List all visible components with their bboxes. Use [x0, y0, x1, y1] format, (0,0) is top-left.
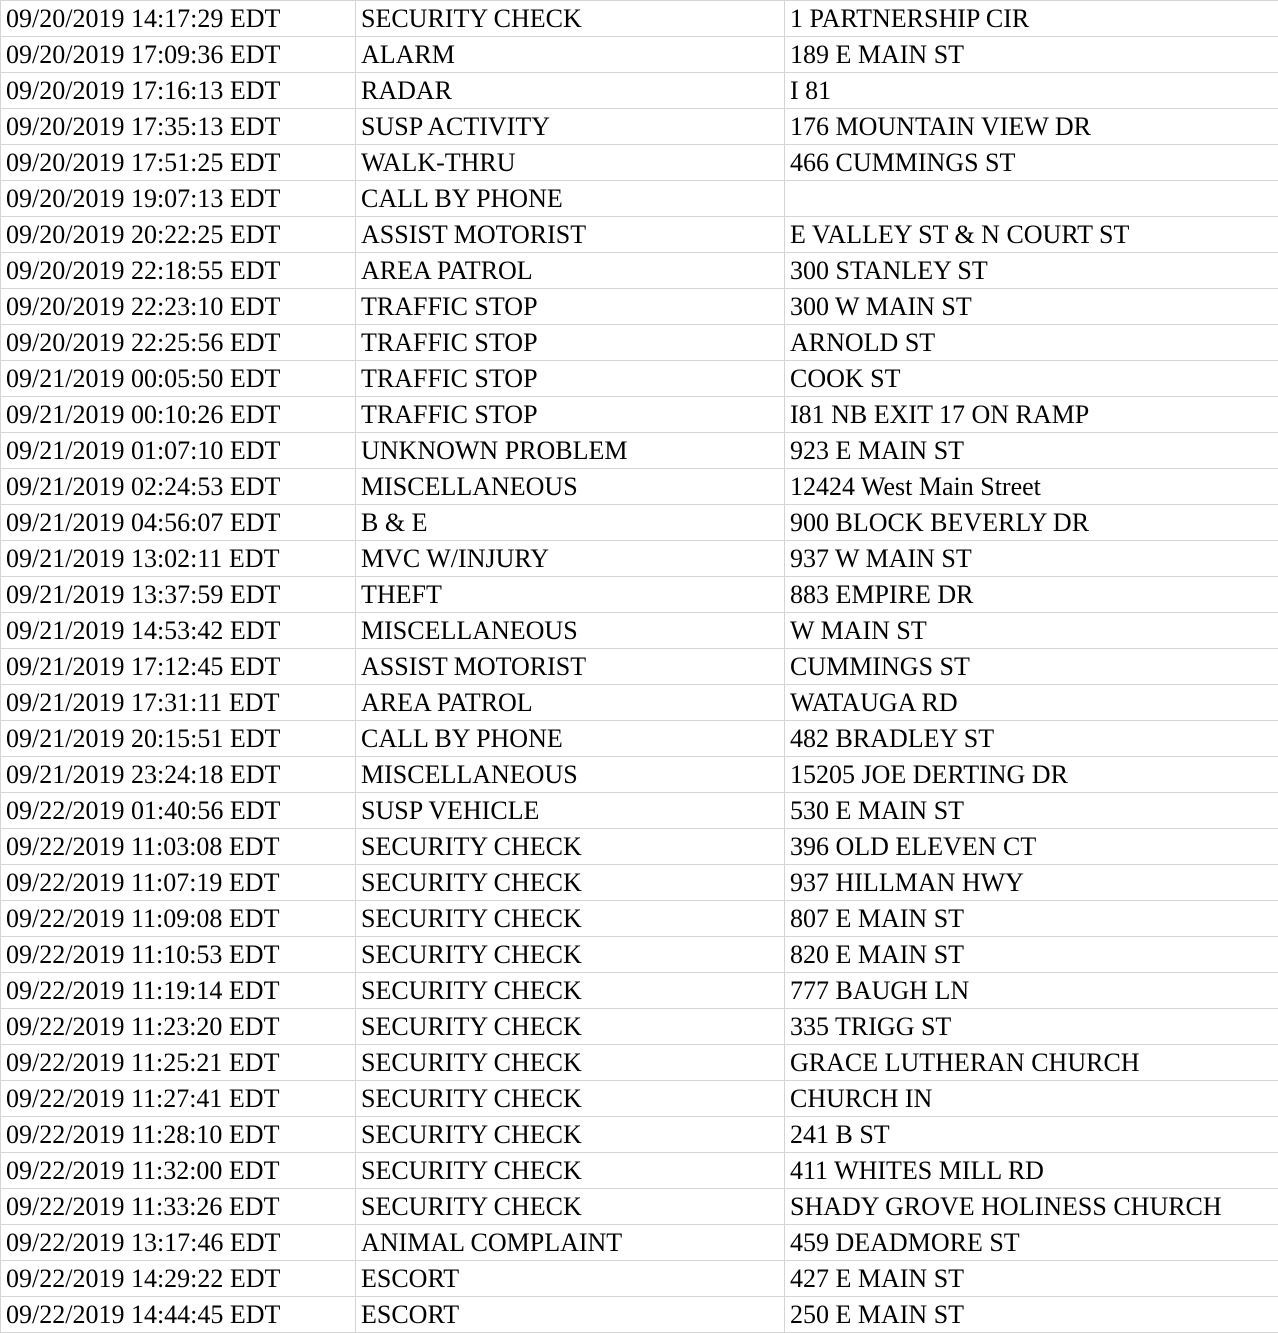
table-row[interactable]: [1, 469, 1278, 505]
datetime-cell[interactable]: 09/21/2019 13:02:11 EDT: [1, 541, 356, 577]
datetime-cell[interactable]: 09/22/2019 11:07:19 EDT: [1, 865, 356, 901]
datetime-cell[interactable]: 09/20/2019 20:22:25 EDT: [1, 217, 356, 253]
call-type-cell[interactable]: SECURITY CHECK: [356, 865, 785, 901]
location-cell[interactable]: W MAIN ST: [785, 613, 1278, 649]
datetime-cell[interactable]: 09/21/2019 13:37:59 EDT: [1, 577, 356, 613]
table-row[interactable]: [1, 721, 1278, 757]
datetime-cell[interactable]: 09/20/2019 22:25:56 EDT: [1, 325, 356, 361]
call-type-cell[interactable]: TRAFFIC STOP: [356, 361, 785, 397]
call-type-cell[interactable]: AREA PATROL: [356, 253, 785, 289]
datetime-cell[interactable]: 09/21/2019 04:56:07 EDT: [1, 505, 356, 541]
datetime-cell[interactable]: 09/20/2019 22:23:10 EDT: [1, 289, 356, 325]
datetime-cell[interactable]: 09/22/2019 11:03:08 EDT: [1, 829, 356, 865]
datetime-cell[interactable]: 09/22/2019 11:10:53 EDT: [1, 937, 356, 973]
table-row[interactable]: [1, 577, 1278, 613]
call-type-cell[interactable]: SECURITY CHECK: [356, 1081, 785, 1117]
location-cell[interactable]: 411 WHITES MILL RD: [785, 1153, 1278, 1189]
call-type-cell[interactable]: MISCELLANEOUS: [356, 469, 785, 505]
table-row[interactable]: [1, 73, 1278, 109]
call-type-cell[interactable]: ALARM: [356, 37, 785, 73]
table-row[interactable]: [1, 829, 1278, 865]
table-row[interactable]: [1, 685, 1278, 721]
call-type-cell[interactable]: SUSP VEHICLE: [356, 793, 785, 829]
call-type-cell[interactable]: CALL BY PHONE: [356, 721, 785, 757]
call-type-cell[interactable]: SECURITY CHECK: [356, 937, 785, 973]
location-cell[interactable]: 241 B ST: [785, 1117, 1278, 1153]
table-row[interactable]: [1, 181, 1278, 217]
datetime-cell[interactable]: 09/21/2019 20:15:51 EDT: [1, 721, 356, 757]
datetime-cell[interactable]: 09/22/2019 11:32:00 EDT: [1, 1153, 356, 1189]
location-cell[interactable]: 466 CUMMINGS ST: [785, 145, 1278, 181]
datetime-cell[interactable]: 09/21/2019 02:24:53 EDT: [1, 469, 356, 505]
table-row[interactable]: [1, 109, 1278, 145]
call-type-cell[interactable]: SECURITY CHECK: [356, 1189, 785, 1225]
call-type-cell[interactable]: MISCELLANEOUS: [356, 757, 785, 793]
datetime-cell[interactable]: 09/22/2019 13:17:46 EDT: [1, 1225, 356, 1261]
location-cell[interactable]: 396 OLD ELEVEN CT: [785, 829, 1278, 865]
call-type-cell[interactable]: SECURITY CHECK: [356, 1009, 785, 1045]
table-row[interactable]: [1, 253, 1278, 289]
call-type-cell[interactable]: SECURITY CHECK: [356, 1, 785, 37]
call-type-cell[interactable]: SECURITY CHECK: [356, 1153, 785, 1189]
location-cell[interactable]: 530 E MAIN ST: [785, 793, 1278, 829]
table-row[interactable]: [1, 1, 1278, 37]
table-row[interactable]: [1, 1261, 1278, 1297]
table-row[interactable]: [1, 973, 1278, 1009]
table-row[interactable]: [1, 1297, 1278, 1333]
call-type-cell[interactable]: RADAR: [356, 73, 785, 109]
call-type-cell[interactable]: WALK-THRU: [356, 145, 785, 181]
table-row[interactable]: [1, 361, 1278, 397]
datetime-cell[interactable]: 09/22/2019 11:23:20 EDT: [1, 1009, 356, 1045]
call-type-cell[interactable]: TRAFFIC STOP: [356, 325, 785, 361]
location-cell[interactable]: 459 DEADMORE ST: [785, 1225, 1278, 1261]
datetime-cell[interactable]: 09/21/2019 17:31:11 EDT: [1, 685, 356, 721]
location-cell[interactable]: 807 E MAIN ST: [785, 901, 1278, 937]
location-cell[interactable]: CHURCH IN: [785, 1081, 1278, 1117]
datetime-cell[interactable]: 09/22/2019 11:09:08 EDT: [1, 901, 356, 937]
location-cell[interactable]: 900 BLOCK BEVERLY DR: [785, 505, 1278, 541]
location-cell[interactable]: 15205 JOE DERTING DR: [785, 757, 1278, 793]
call-type-cell[interactable]: SECURITY CHECK: [356, 901, 785, 937]
call-type-cell[interactable]: B & E: [356, 505, 785, 541]
call-type-cell[interactable]: CALL BY PHONE: [356, 181, 785, 217]
table-row[interactable]: [1, 1189, 1278, 1225]
location-cell[interactable]: 937 W MAIN ST: [785, 541, 1278, 577]
table-row[interactable]: [1, 145, 1278, 181]
location-cell[interactable]: 12424 West Main Street: [785, 469, 1278, 505]
datetime-cell[interactable]: 09/22/2019 11:27:41 EDT: [1, 1081, 356, 1117]
call-type-cell[interactable]: SECURITY CHECK: [356, 973, 785, 1009]
location-cell[interactable]: ARNOLD ST: [785, 325, 1278, 361]
location-cell[interactable]: E VALLEY ST & N COURT ST: [785, 217, 1278, 253]
location-cell[interactable]: 189 E MAIN ST: [785, 37, 1278, 73]
table-row[interactable]: [1, 613, 1278, 649]
datetime-cell[interactable]: 09/20/2019 22:18:55 EDT: [1, 253, 356, 289]
datetime-cell[interactable]: 09/20/2019 17:51:25 EDT: [1, 145, 356, 181]
table-row[interactable]: [1, 901, 1278, 937]
table-row[interactable]: [1, 37, 1278, 73]
datetime-cell[interactable]: 09/20/2019 19:07:13 EDT: [1, 181, 356, 217]
datetime-cell[interactable]: 09/21/2019 14:53:42 EDT: [1, 613, 356, 649]
datetime-cell[interactable]: 09/22/2019 11:28:10 EDT: [1, 1117, 356, 1153]
incident-log-body: [1, 1, 1278, 1333]
table-row[interactable]: [1, 325, 1278, 361]
table-row[interactable]: [1, 937, 1278, 973]
call-type-cell[interactable]: ESCORT: [356, 1261, 785, 1297]
location-cell[interactable]: 923 E MAIN ST: [785, 433, 1278, 469]
datetime-cell[interactable]: 09/21/2019 00:10:26 EDT: [1, 397, 356, 433]
datetime-cell[interactable]: 09/22/2019 14:29:22 EDT: [1, 1261, 356, 1297]
call-type-cell[interactable]: SECURITY CHECK: [356, 829, 785, 865]
table-row[interactable]: [1, 289, 1278, 325]
call-type-cell[interactable]: ASSIST MOTORIST: [356, 217, 785, 253]
table-row[interactable]: [1, 1117, 1278, 1153]
location-cell[interactable]: 335 TRIGG ST: [785, 1009, 1278, 1045]
datetime-cell[interactable]: 09/21/2019 00:05:50 EDT: [1, 361, 356, 397]
location-cell[interactable]: 820 E MAIN ST: [785, 937, 1278, 973]
table-row[interactable]: [1, 541, 1278, 577]
table-row[interactable]: [1, 433, 1278, 469]
location-cell[interactable]: I81 NB EXIT 17 ON RAMP: [785, 397, 1278, 433]
datetime-cell[interactable]: 09/22/2019 11:19:14 EDT: [1, 973, 356, 1009]
location-cell[interactable]: 176 MOUNTAIN VIEW DR: [785, 109, 1278, 145]
call-type-cell[interactable]: TRAFFIC STOP: [356, 289, 785, 325]
table-row[interactable]: [1, 793, 1278, 829]
table-row[interactable]: [1, 1225, 1278, 1261]
datetime-cell[interactable]: 09/22/2019 11:25:21 EDT: [1, 1045, 356, 1081]
location-cell[interactable]: [785, 181, 1278, 217]
location-cell[interactable]: SHADY GROVE HOLINESS CHURCH: [785, 1189, 1278, 1225]
datetime-cell[interactable]: 09/21/2019 17:12:45 EDT: [1, 649, 356, 685]
table-row[interactable]: [1, 1045, 1278, 1081]
table-row[interactable]: [1, 649, 1278, 685]
location-cell[interactable]: 300 STANLEY ST: [785, 253, 1278, 289]
location-cell[interactable]: 937 HILLMAN HWY: [785, 865, 1278, 901]
location-cell[interactable]: 777 BAUGH LN: [785, 973, 1278, 1009]
call-type-cell[interactable]: TRAFFIC STOP: [356, 397, 785, 433]
table-row[interactable]: [1, 757, 1278, 793]
location-cell[interactable]: GRACE LUTHERAN CHURCH: [785, 1045, 1278, 1081]
call-type-cell[interactable]: ASSIST MOTORIST: [356, 649, 785, 685]
datetime-cell[interactable]: 09/22/2019 01:40:56 EDT: [1, 793, 356, 829]
call-type-cell[interactable]: ESCORT: [356, 1297, 785, 1333]
table-row[interactable]: [1, 1081, 1278, 1117]
datetime-cell[interactable]: 09/21/2019 01:07:10 EDT: [1, 433, 356, 469]
call-type-cell[interactable]: AREA PATROL: [356, 685, 785, 721]
table-row[interactable]: [1, 865, 1278, 901]
call-type-cell[interactable]: MISCELLANEOUS: [356, 613, 785, 649]
datetime-cell[interactable]: 09/20/2019 17:16:13 EDT: [1, 73, 356, 109]
datetime-cell[interactable]: 09/20/2019 17:35:13 EDT: [1, 109, 356, 145]
datetime-cell[interactable]: 09/22/2019 14:44:45 EDT: [1, 1297, 356, 1333]
location-cell[interactable]: 250 E MAIN ST: [785, 1297, 1278, 1333]
datetime-cell[interactable]: 09/20/2019 17:09:36 EDT: [1, 37, 356, 73]
datetime-cell[interactable]: 09/21/2019 23:24:18 EDT: [1, 757, 356, 793]
datetime-cell[interactable]: 09/20/2019 14:17:29 EDT: [1, 1, 356, 37]
call-type-cell[interactable]: ANIMAL COMPLAINT: [356, 1225, 785, 1261]
location-cell[interactable]: I 81: [785, 73, 1278, 109]
location-cell[interactable]: 482 BRADLEY ST: [785, 721, 1278, 757]
call-type-cell[interactable]: SECURITY CHECK: [356, 1117, 785, 1153]
location-cell[interactable]: 427 E MAIN ST: [785, 1261, 1278, 1297]
table-row[interactable]: [1, 397, 1278, 433]
call-type-cell[interactable]: SECURITY CHECK: [356, 1045, 785, 1081]
call-type-cell[interactable]: MVC W/INJURY: [356, 541, 785, 577]
location-cell[interactable]: COOK ST: [785, 361, 1278, 397]
table-row[interactable]: [1, 217, 1278, 253]
location-cell[interactable]: 1 PARTNERSHIP CIR: [785, 1, 1278, 37]
call-type-cell[interactable]: UNKNOWN PROBLEM: [356, 433, 785, 469]
table-row[interactable]: [1, 1009, 1278, 1045]
location-cell[interactable]: 300 W MAIN ST: [785, 289, 1278, 325]
table-row[interactable]: [1, 1153, 1278, 1189]
table-row[interactable]: [1, 505, 1278, 541]
location-cell[interactable]: CUMMINGS ST: [785, 649, 1278, 685]
location-cell[interactable]: 883 EMPIRE DR: [785, 577, 1278, 613]
datetime-cell[interactable]: 09/22/2019 11:33:26 EDT: [1, 1189, 356, 1225]
location-cell[interactable]: WATAUGA RD: [785, 685, 1278, 721]
call-type-cell[interactable]: THEFT: [356, 577, 785, 613]
call-type-cell[interactable]: SUSP ACTIVITY: [356, 109, 785, 145]
